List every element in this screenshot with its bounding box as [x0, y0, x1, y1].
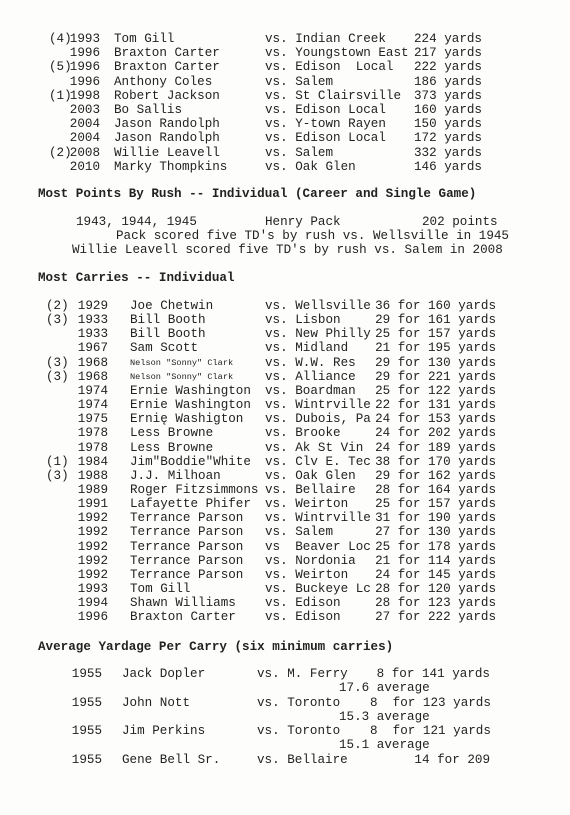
points-value: 202 points	[422, 215, 498, 229]
rush-yards-row	[0, 160, 570, 174]
rank: (3)	[46, 313, 69, 328]
year: 1955	[71, 667, 102, 681]
rush-yards-row	[0, 103, 570, 117]
carries-row	[0, 313, 570, 327]
player-name: Nelson "Sonny" Clark	[130, 371, 234, 382]
year: 1974	[77, 383, 108, 398]
player-name: Anthony Coles	[114, 74, 213, 89]
opponent: vs. Wellsville	[265, 299, 371, 313]
player-name: Tom Gill	[130, 582, 191, 596]
player-name: Bill Booth	[130, 313, 206, 328]
carries-row	[0, 370, 570, 384]
year: 1975	[77, 412, 108, 427]
year: 1992	[77, 567, 108, 582]
carries-row	[0, 327, 570, 341]
carries-yards: 8 for 141 yards	[376, 667, 490, 681]
rush-yards-row	[0, 117, 570, 131]
rank: (4)	[49, 32, 72, 46]
carries-yards: 28 for 123 yards	[375, 596, 496, 611]
year: 1955	[71, 752, 102, 767]
carries-yards: 31 for 190 yards	[375, 511, 496, 526]
opponent: vs. Clv E. Tec	[265, 454, 371, 469]
player-name: Bill Booth	[130, 327, 206, 342]
carries-row	[0, 384, 570, 398]
carries-yards: 28 for 120 yards	[375, 582, 496, 596]
year: 1933	[77, 313, 108, 328]
opponent: vs. Boardman	[265, 383, 356, 398]
player-name: Jim Perkins	[122, 724, 206, 738]
player-name: Terrance Parson	[130, 511, 244, 526]
opponent: vs. Weirton	[265, 497, 349, 512]
carries-yards: 21 for 114 yards	[375, 553, 496, 568]
average-value: 15.1 average	[339, 738, 430, 752]
player-name: Braxton Carter	[114, 60, 220, 75]
opponent: vs. Edison	[265, 610, 341, 625]
carries-yards: 8 for 121 yards	[370, 724, 491, 738]
player-name: Tom Gill	[114, 32, 175, 46]
yards: 332 yards	[413, 145, 482, 160]
player-name: Terrance Parson	[130, 539, 244, 554]
yards: 373 yards	[413, 88, 482, 103]
carries-yards: 22 for 131 yards	[375, 398, 496, 413]
opponent: vs. Salem	[265, 74, 334, 89]
player-name: Terrance Parson	[130, 525, 244, 540]
player-name: Jack Dopler	[122, 667, 206, 681]
rush-yards-row	[0, 60, 570, 74]
carries-row	[0, 568, 570, 582]
player-name: Nelson "Sonny" Clark	[130, 357, 234, 368]
opponent: vs. Oak Glen	[265, 468, 356, 483]
year: 1955	[71, 724, 102, 738]
player-name: Jason Randolph	[114, 131, 220, 146]
rank: (5)	[49, 60, 72, 75]
opponent: vs. Edison Local	[265, 131, 386, 146]
carries-row	[0, 610, 570, 624]
rank: (3)	[46, 468, 69, 483]
opponent: vs. New Philly	[265, 327, 371, 342]
carries-yards: 25 for 178 yards	[375, 539, 496, 554]
rank: (2)	[49, 145, 72, 160]
opponent: vs. M. Ferry	[257, 667, 348, 681]
carries-yards: 24 for 189 yards	[375, 440, 496, 455]
rank: (1)	[46, 454, 69, 469]
opponent: vs. Brooke	[265, 426, 341, 441]
carries-row	[0, 356, 570, 370]
opponent: vs. St Clairsville	[265, 88, 402, 103]
opponent: vs. Toronto	[257, 724, 341, 738]
points-heading: Most Points By Rush -- Individual (Career and Single Game)	[38, 187, 477, 201]
player-name: Ernie Washington	[130, 383, 251, 398]
carries-row	[0, 412, 570, 426]
opponent: vs. Bellaire	[257, 752, 348, 767]
yards: 160 yards	[413, 103, 482, 117]
carries-yards: 24 for 145 yards	[375, 567, 496, 582]
yards: 146 yards	[413, 159, 482, 174]
player-name: Terrance Parson	[130, 567, 244, 582]
yards: 222 yards	[413, 60, 482, 75]
average-row	[0, 724, 570, 738]
carries-row	[0, 540, 570, 554]
year: 1967	[77, 341, 108, 356]
yards: 172 yards	[413, 131, 482, 146]
yards: 217 yards	[413, 46, 482, 61]
yards: 150 yards	[413, 117, 482, 132]
rank: (1)	[49, 88, 72, 103]
rush-yards-row	[0, 146, 570, 160]
year: 1992	[77, 553, 108, 568]
carries-yards: 24 for 153 yards	[375, 412, 496, 427]
points-note-1: Pack scored five TD's by rush vs. Wellsville in 1945	[116, 229, 509, 243]
opponent: vs. Edison	[265, 596, 341, 611]
year: 1929	[77, 299, 108, 313]
year: 1993	[69, 32, 100, 46]
carries-yards: 28 for 164 yards	[375, 482, 496, 497]
year: 1968	[77, 355, 108, 370]
rush-yards-row	[0, 32, 570, 46]
points-note-2: Willie Leavell scored five TD's by rush vs. Salem in 2008	[72, 243, 503, 257]
average-row	[0, 696, 570, 710]
opponent: vs Beaver Loc	[265, 539, 371, 554]
year: 1974	[77, 398, 108, 413]
opponent: vs. Bellaire	[265, 482, 356, 497]
year: 1992	[77, 539, 108, 554]
rank: (3)	[46, 355, 69, 370]
player-name: Sam Scott	[130, 341, 199, 356]
carries-row	[0, 299, 570, 313]
points-name: Henry Pack	[265, 215, 341, 229]
player-name: Robert Jackson	[114, 88, 220, 103]
player-name: Jason Randolph	[114, 117, 220, 132]
opponent: vs. Nordonia	[265, 553, 356, 568]
carries-yards: 27 for 222 yards	[375, 610, 496, 625]
average-row	[0, 667, 570, 681]
carries-row	[0, 341, 570, 355]
carries-row	[0, 554, 570, 568]
rush-yards-row	[0, 75, 570, 89]
player-name: Bo Sallis	[114, 103, 183, 117]
year: 1996	[77, 610, 108, 625]
opponent: vs. Indian Creek	[265, 32, 386, 46]
rank: (2)	[46, 299, 69, 313]
year: 1993	[77, 582, 108, 596]
player-name: J.J. Milhoan	[130, 468, 221, 483]
player-name: Roger Fitzsimmons	[130, 482, 259, 497]
opponent: vs. Edison Local	[265, 60, 394, 75]
opponent: vs. Midland	[265, 341, 349, 356]
player-name: Ernie Washington	[130, 398, 251, 413]
opponent: vs. Lisbon	[265, 313, 341, 328]
average-value: 15.3 average	[339, 709, 430, 724]
player-name: John Nott	[122, 695, 191, 710]
carries-row	[0, 455, 570, 469]
player-name: Terrance Parson	[130, 553, 244, 568]
player-name: Gene Bell Sr.	[122, 752, 221, 767]
points-years: 1943, 1944, 1945	[76, 215, 197, 229]
average-heading: Average Yardage Per Carry (six minimum carries)	[38, 640, 394, 654]
rush-yards-row	[0, 89, 570, 103]
opponent: vs. Buckeye Lc	[265, 582, 371, 596]
carries-row	[0, 596, 570, 610]
carries-yards: 29 for 162 yards	[375, 468, 496, 483]
player-name: Joe Chetwin	[130, 299, 214, 313]
year: 1998	[69, 88, 100, 103]
opponent: vs. W.W. Res	[265, 355, 356, 370]
carries-row	[0, 483, 570, 497]
opponent: vs. Alliance	[265, 369, 356, 384]
opponent: vs. Salem	[265, 525, 334, 540]
year: 1988	[77, 468, 108, 483]
player-name: Marky Thompkins	[114, 159, 228, 174]
carries-row	[0, 497, 570, 511]
carries-yards: 14 for 209	[414, 752, 490, 767]
average-row	[0, 753, 570, 767]
carries-yards: 29 for 130 yards	[375, 355, 496, 370]
carries-row	[0, 426, 570, 440]
rush-yards-row	[0, 46, 570, 60]
player-name: Lafayette Phifer	[130, 497, 251, 512]
opponent: vs. Y-town Rayen	[265, 117, 386, 132]
player-name: Shawn Williams	[130, 596, 236, 611]
carries-yards: 29 for 161 yards	[375, 313, 496, 328]
carries-yards: 36 for 160 yards	[375, 299, 496, 313]
carries-row	[0, 469, 570, 483]
opponent: vs. Wintrville	[265, 511, 371, 526]
yards: 224 yards	[413, 32, 482, 46]
player-name: Less Browne	[130, 426, 214, 441]
carries-yards: 29 for 221 yards	[375, 369, 496, 384]
year: 1991	[77, 497, 108, 512]
year: 1992	[77, 511, 108, 526]
opponent: vs. Ak St Vin	[265, 440, 364, 455]
year: 2004	[69, 131, 100, 146]
player-name: Braxton Carter	[114, 46, 220, 61]
opponent: vs. Toronto	[257, 695, 341, 710]
year: 2004	[69, 117, 100, 132]
year: 1955	[71, 695, 102, 710]
year: 1996	[69, 46, 100, 61]
player-name: Jim"Boddie"White	[130, 454, 251, 469]
carries-yards: 8 for 123 yards	[370, 695, 491, 710]
carries-yards: 25 for 157 yards	[375, 497, 496, 512]
year: 2003	[69, 103, 100, 117]
year: 1992	[77, 525, 108, 540]
year: 1933	[77, 327, 108, 342]
opponent: vs. Edison Local	[265, 103, 386, 117]
player-name: Less Browne	[130, 440, 214, 455]
year: 1968	[77, 369, 108, 384]
player-name: Braxton Carter	[130, 610, 236, 625]
carries-yards: 25 for 122 yards	[375, 383, 496, 398]
carries-row	[0, 525, 570, 539]
carries-heading: Most Carries -- Individual	[38, 271, 235, 285]
year: 1984	[77, 454, 108, 469]
carries-yards: 24 for 202 yards	[375, 426, 496, 441]
carries-yards: 38 for 170 yards	[375, 454, 496, 469]
opponent: vs. Dubois, Pa	[265, 412, 371, 427]
opponent: vs. Salem	[265, 145, 334, 160]
opponent: vs. Weirton	[265, 567, 349, 582]
year: 1996	[69, 74, 100, 89]
year: 2008	[69, 145, 100, 160]
yards: 186 yards	[413, 74, 482, 89]
year: 1994	[77, 596, 108, 611]
year: 1978	[77, 426, 108, 441]
carries-yards: 27 for 130 yards	[375, 525, 496, 540]
year: 1989	[77, 482, 108, 497]
opponent: vs. Oak Glen	[265, 159, 356, 174]
opponent: vs. Wintrville	[265, 398, 371, 413]
carries-row	[0, 441, 570, 455]
year: 1996	[69, 60, 100, 75]
rush-yards-row	[0, 131, 570, 145]
year: 1978	[77, 440, 108, 455]
carries-yards: 25 for 157 yards	[375, 327, 496, 342]
year: 2010	[69, 159, 100, 174]
player-name: Ernię Washigton	[130, 412, 244, 427]
opponent: vs. Youngstown East	[265, 46, 409, 61]
carries-yards: 21 for 195 yards	[375, 341, 496, 356]
carries-row	[0, 582, 570, 596]
rank: (3)	[46, 369, 69, 384]
average-value: 17.6 average	[339, 681, 430, 695]
player-name: Willie Leavell	[114, 145, 220, 160]
carries-row	[0, 398, 570, 412]
carries-row	[0, 511, 570, 525]
